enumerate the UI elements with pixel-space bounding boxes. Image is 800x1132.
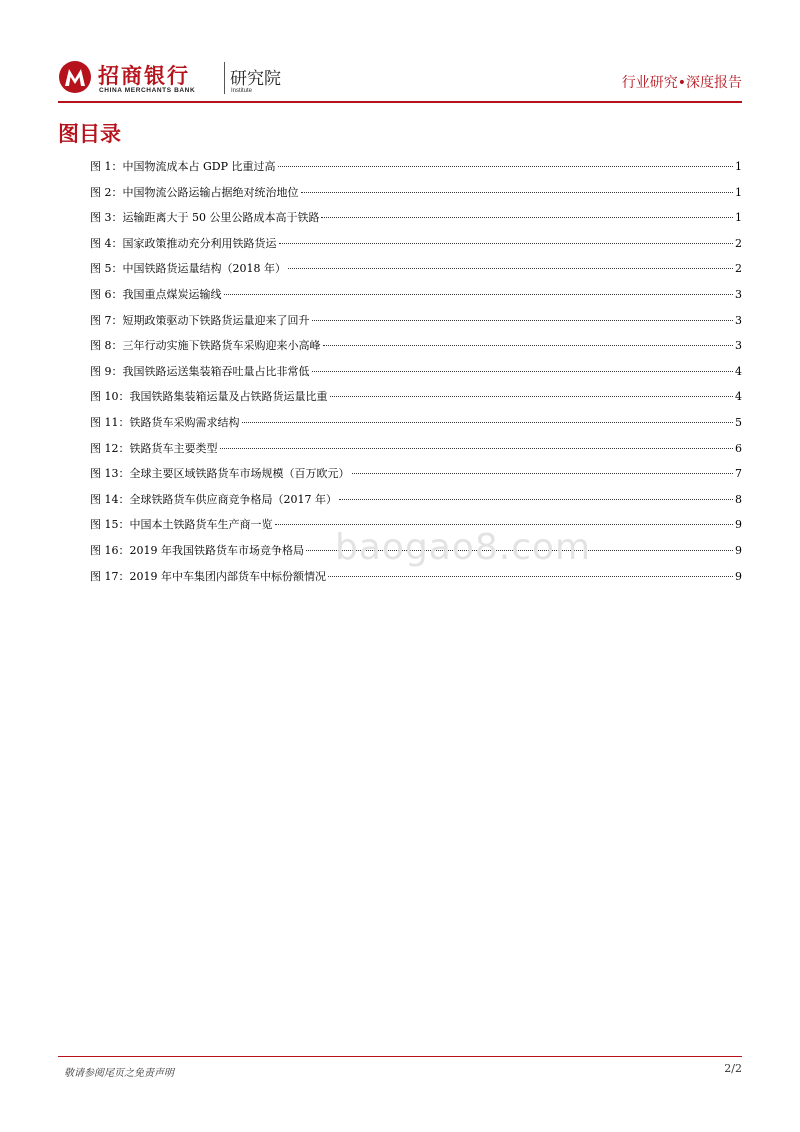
dot-leader bbox=[339, 499, 733, 500]
header-divider bbox=[58, 101, 742, 103]
dot-leader bbox=[321, 217, 733, 218]
toc-entry-label: 图 16：2019 年我国铁路货车市场竞争格局 bbox=[90, 543, 304, 557]
brand-name-en: CHINA MERCHANTS BANK bbox=[99, 87, 196, 94]
toc-entry-page: 3 bbox=[735, 339, 742, 353]
toc-entry[interactable] bbox=[90, 384, 742, 410]
cmb-logo-icon bbox=[58, 60, 92, 94]
toc-entry-label: 图 10：我国铁路集装箱运量及占铁路货运量比重 bbox=[90, 390, 328, 404]
toc-entry-label: 图 14：全球铁路货车供应商竞争格局（2017 年） bbox=[90, 492, 337, 506]
toc-entry-page: 9 bbox=[735, 543, 742, 557]
dot-leader bbox=[312, 320, 734, 321]
dot-leader bbox=[352, 473, 734, 474]
dot-leader bbox=[279, 243, 734, 244]
toc-entry-page: 8 bbox=[735, 492, 742, 506]
toc-entry-label: 图 2：中国物流公路运输占据绝对统治地位 bbox=[90, 185, 299, 199]
brand-name-cn: 招商银行 bbox=[98, 64, 190, 88]
dot-leader bbox=[242, 422, 734, 423]
toc-entry[interactable] bbox=[90, 180, 742, 206]
institute-name-cn: 研究院 bbox=[230, 69, 281, 89]
toc-entry-page: 9 bbox=[735, 518, 742, 532]
institute-name-en: Institute bbox=[231, 88, 253, 94]
toc-entry-label: 图 5：中国铁路货运量结构（2018 年） bbox=[90, 262, 286, 276]
toc-entry-label: 图 4：国家政策推动充分利用铁路货运 bbox=[90, 236, 277, 250]
dot-leader bbox=[288, 268, 733, 269]
toc-title: 图目录 bbox=[58, 122, 121, 146]
toc-entry-page: 9 bbox=[735, 569, 742, 583]
toc-entry-page: 3 bbox=[735, 313, 742, 327]
report-type: 行业研究•深度报告 bbox=[621, 75, 742, 91]
toc-entry-page: 1 bbox=[735, 160, 742, 173]
dot-leader bbox=[275, 524, 734, 525]
dot-leader bbox=[323, 345, 734, 346]
toc-entry-label: 图 8：三年行动实施下铁路货车采购迎来小高峰 bbox=[90, 339, 321, 353]
toc-entry[interactable] bbox=[90, 333, 742, 359]
toc-entry-page: 6 bbox=[735, 441, 742, 455]
toc-entry[interactable] bbox=[90, 256, 742, 282]
footer-divider bbox=[58, 1056, 742, 1057]
toc-entry-page: 4 bbox=[735, 364, 742, 378]
dot-leader bbox=[278, 166, 734, 167]
dot-leader bbox=[220, 448, 734, 449]
dot-leader bbox=[224, 294, 734, 295]
toc-entry-label: 图 17：2019 年中车集团内部货车中标份额情况 bbox=[90, 569, 326, 583]
toc-entry[interactable] bbox=[90, 359, 742, 385]
toc-entry[interactable] bbox=[90, 282, 742, 308]
toc-entry-label: 图 7：短期政策驱动下铁路货运量迎来了回升 bbox=[90, 313, 310, 327]
toc-list bbox=[90, 154, 742, 589]
page-header bbox=[58, 58, 742, 100]
page-number: 2/2 bbox=[724, 1062, 742, 1075]
toc-entry-page: 3 bbox=[735, 287, 742, 301]
toc-entry-label: 图 9：我国铁路运送集装箱吞吐量占比非常低 bbox=[90, 364, 310, 378]
toc-entry-label: 图 15：中国本土铁路货车生产商一览 bbox=[90, 518, 273, 532]
dot-leader bbox=[312, 371, 734, 372]
toc-entry[interactable] bbox=[90, 461, 742, 487]
toc-entry-label: 图 3：运输距离大于 50 公里公路成本高于铁路 bbox=[90, 211, 320, 225]
brand-divider bbox=[224, 62, 225, 94]
toc-entry[interactable] bbox=[90, 205, 742, 231]
toc-entry[interactable] bbox=[90, 154, 742, 180]
toc-entry-page: 1 bbox=[735, 185, 742, 199]
toc-entry-page: 2 bbox=[735, 236, 742, 250]
toc-entry[interactable] bbox=[90, 231, 742, 257]
toc-entry-page: 2 bbox=[735, 262, 742, 276]
toc-entry-page: 4 bbox=[735, 390, 742, 404]
watermark: baogao8.com bbox=[335, 527, 592, 568]
toc-entry-page: 1 bbox=[735, 211, 742, 225]
dot-leader bbox=[328, 576, 733, 577]
toc-entry-label: 图 13：全球主要区域铁路货车市场规模（百万欧元） bbox=[90, 467, 350, 481]
disclaimer-text: 敬请参阅尾页之免责声明 bbox=[64, 1068, 174, 1079]
toc-entry[interactable] bbox=[90, 436, 742, 462]
dot-leader bbox=[330, 396, 734, 397]
dot-leader bbox=[301, 192, 734, 193]
toc-entry[interactable] bbox=[90, 308, 742, 334]
toc-entry-label: 图 12：铁路货车主要类型 bbox=[90, 441, 218, 455]
toc-entry-label: 图 11：铁路货车采购需求结构 bbox=[90, 415, 240, 429]
toc-entry-label: 图 1：中国物流成本占 GDP 比重过高 bbox=[90, 160, 276, 173]
toc-entry[interactable] bbox=[90, 487, 742, 513]
toc-entry[interactable] bbox=[90, 410, 742, 436]
toc-entry-page: 5 bbox=[735, 415, 742, 429]
toc-entry-page: 7 bbox=[735, 467, 742, 481]
toc-entry-label: 图 6：我国重点煤炭运输线 bbox=[90, 287, 222, 301]
